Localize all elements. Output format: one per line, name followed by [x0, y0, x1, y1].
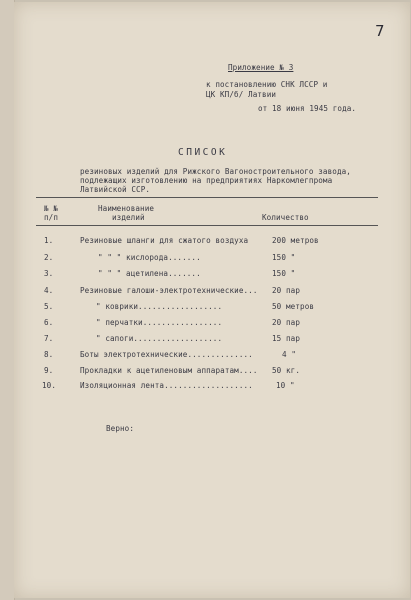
row-name: Изоляционная лента................... [80, 381, 253, 390]
row-number: 7. [44, 334, 54, 343]
row-qty: 50 метров [272, 302, 315, 311]
document-title: СПИСОК [178, 147, 228, 158]
row-qty: 150 " [272, 269, 296, 278]
col-header-num-sub: п/п [44, 213, 59, 222]
binding-edge [0, 0, 15, 600]
row-number: 4. [44, 286, 54, 295]
row-number: 10. [42, 381, 57, 390]
row-qty: 15 пар [272, 334, 301, 343]
row-qty: 20 пар [272, 318, 301, 327]
row-number: 6. [44, 318, 54, 327]
header-line-1: к постановлению СНК ЛССР и [206, 80, 328, 89]
row-number: 5. [44, 302, 54, 311]
table-top-rule [36, 197, 378, 198]
col-header-qty: Количество [262, 213, 309, 222]
row-number: 2. [44, 253, 54, 262]
table-header-rule [36, 225, 378, 226]
row-name: Резиновые шланги для сжатого воздуха [80, 236, 249, 245]
row-name: " коврики.................. [96, 302, 223, 311]
row-name: Резиновые галоши-электротехнические... [80, 286, 258, 295]
row-qty: 10 " [276, 381, 295, 390]
row-name: " перчатки................. [96, 318, 223, 327]
row-qty: 200 метров [272, 236, 319, 245]
row-name: Прокладки к ацетиленовым аппаратам.... [80, 366, 258, 375]
row-number: 1. [44, 236, 54, 245]
page-number: 7 [375, 22, 385, 40]
row-number: 8. [44, 350, 54, 359]
subtitle-line-3: Латвийской ССР. [80, 185, 151, 194]
col-header-num: № № [44, 204, 59, 213]
col-header-name-sub: изделий [112, 213, 145, 222]
row-name: " сапоги................... [96, 334, 223, 343]
row-qty: 20 пар [272, 286, 301, 295]
footer-verified: Верно: [106, 424, 135, 433]
row-name: Боты электротехнические.............. [80, 350, 253, 359]
row-name: " " " кислорода....... [98, 253, 201, 262]
header-line-2: ЦК КП/б/ Латвии [206, 90, 277, 99]
appendix-label: Приложение № 3 [228, 63, 294, 72]
subtitle-line-1: резиновых изделий для Рижского Вагоностроительного завода, [80, 167, 351, 176]
subtitle-line-2: подлежащих изготовлению на предприятиях Наркомлегпрома [80, 176, 333, 185]
row-number: 9. [44, 366, 54, 375]
col-header-name: Наименование [98, 204, 155, 213]
header-date: от 18 июня 1945 года. [258, 104, 357, 113]
row-number: 3. [44, 269, 54, 278]
row-qty: 150 " [272, 253, 296, 262]
row-name: " " " ацетилена....... [98, 269, 201, 278]
row-qty: 4 " [282, 350, 297, 359]
row-qty: 50 кг. [272, 366, 301, 375]
